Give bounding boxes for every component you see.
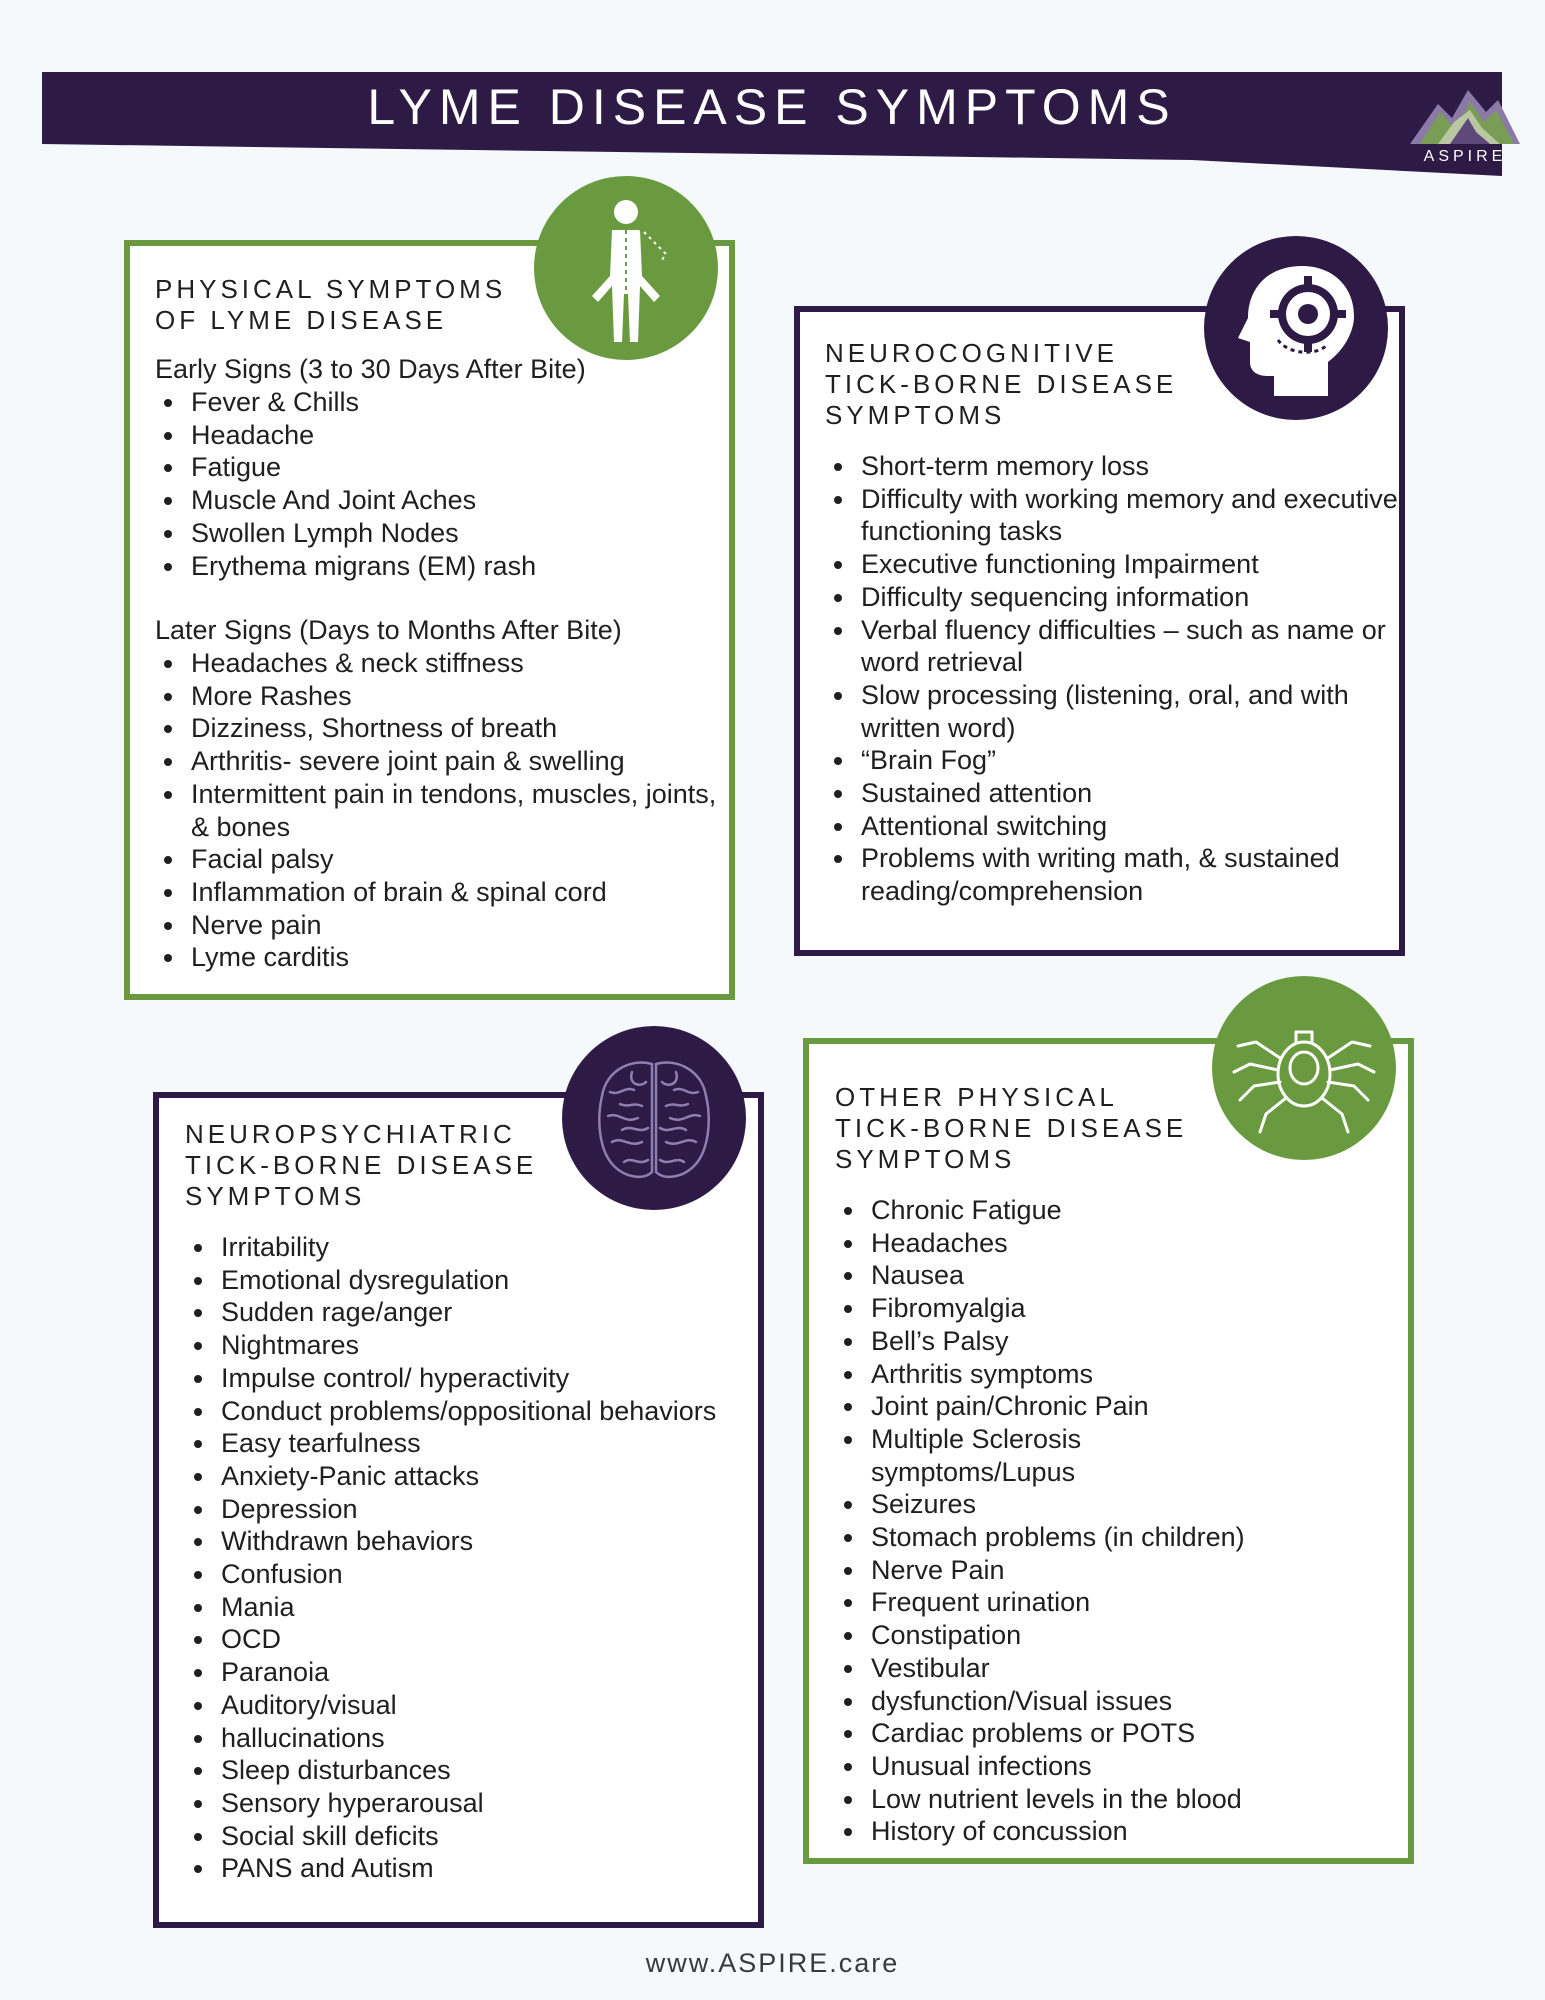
list-item: Stomach problems (in children) bbox=[871, 1521, 1411, 1554]
list-item: Fatigue bbox=[191, 451, 751, 484]
list-item: Vestibular bbox=[871, 1652, 1411, 1685]
footer-url[interactable]: www.ASPIRE.care bbox=[645, 1948, 900, 1978]
list-item: Nightmares bbox=[221, 1329, 761, 1362]
list-item: Nerve Pain bbox=[871, 1554, 1411, 1587]
list-item: Headache bbox=[191, 419, 751, 452]
logo-text: ASPIRE bbox=[1423, 148, 1507, 165]
list-item: Low nutrient levels in the blood bbox=[871, 1783, 1411, 1816]
list-item: Sustained attention bbox=[861, 777, 1401, 810]
neuropsychiatric-list bbox=[185, 1231, 761, 1885]
tick-icon bbox=[1212, 976, 1396, 1160]
list-item: Difficulty sequencing information bbox=[861, 581, 1401, 614]
list-item: Lyme carditis bbox=[191, 941, 731, 974]
list-item: Frequent urination bbox=[871, 1586, 1411, 1619]
list-item: Emotional dysregulation bbox=[221, 1264, 761, 1297]
list-item: Swollen Lymph Nodes bbox=[191, 517, 751, 550]
header-banner bbox=[42, 70, 1507, 176]
list-item: Cardiac problems or POTS bbox=[871, 1717, 1411, 1750]
list-item: Confusion bbox=[221, 1558, 761, 1591]
page-title: LYME DISEASE SYMPTOMS bbox=[367, 79, 1177, 135]
list-item: Nausea bbox=[871, 1259, 1411, 1292]
list-item: Arthritis- severe joint pain & swelling bbox=[191, 745, 731, 778]
list-item: Multiple Sclerosis symptoms/Lupus bbox=[871, 1423, 1171, 1488]
list-item: Muscle And Joint Aches bbox=[191, 484, 751, 517]
list-item: Bell’s Palsy bbox=[871, 1325, 1411, 1358]
head-gear-icon bbox=[1204, 236, 1388, 420]
list-item: Inflammation of brain & spinal cord bbox=[191, 876, 731, 909]
card-title: OTHER PHYSICAL TICK-BORNE DISEASE SYMPTOMS bbox=[835, 1082, 1188, 1174]
list-item: Fever & Chills bbox=[191, 386, 751, 419]
list-item: Headaches & neck stiffness bbox=[191, 647, 731, 680]
list-item: Nerve pain bbox=[191, 909, 731, 942]
list-item: Irritability bbox=[221, 1231, 761, 1264]
other-physical-card bbox=[803, 1038, 1414, 1864]
list-item: Paranoia bbox=[221, 1656, 761, 1689]
early-signs-heading: Early Signs (3 to 30 Days After Bite) bbox=[155, 354, 586, 384]
list-item: Fibromyalgia bbox=[871, 1292, 1411, 1325]
list-item: Chronic Fatigue bbox=[871, 1194, 1411, 1227]
list-item: dysfunction/Visual issues bbox=[871, 1685, 1411, 1718]
later-signs-heading: Later Signs (Days to Months After Bite) bbox=[155, 615, 622, 645]
list-item: Problems with writing math, & sustained reading/comprehension bbox=[861, 842, 1401, 907]
card-title: PHYSICAL SYMPTOMS OF LYME DISEASE bbox=[155, 274, 507, 335]
list-item: Erythema migrans (EM) rash bbox=[191, 550, 751, 583]
list-item: OCD bbox=[221, 1623, 761, 1656]
list-item: Difficulty with working memory and executive functioning tasks bbox=[861, 483, 1401, 548]
human-body-icon bbox=[534, 176, 718, 360]
list-item: Sudden rage/anger bbox=[221, 1296, 761, 1329]
list-item: Verbal fluency difficulties – such as name or word retrieval bbox=[861, 614, 1401, 679]
list-item: Mania bbox=[221, 1591, 761, 1624]
list-item: Sleep disturbances bbox=[221, 1754, 761, 1787]
list-item: Depression bbox=[221, 1493, 761, 1526]
list-item: Slow processing (listening, oral, and with written word) bbox=[861, 679, 1401, 744]
list-item: Joint pain/Chronic Pain bbox=[871, 1390, 1411, 1423]
list-item: Attentional switching bbox=[861, 810, 1401, 843]
list-item: Sensory hyperarousal bbox=[221, 1787, 761, 1820]
list-item: More Rashes bbox=[191, 680, 731, 713]
neurocognitive-list bbox=[825, 450, 1401, 908]
list-item: Arthritis symptoms bbox=[871, 1358, 1411, 1391]
brain-icon bbox=[562, 1026, 746, 1210]
list-item: Short-term memory loss bbox=[861, 450, 1401, 483]
list-item: Executive functioning Impairment bbox=[861, 548, 1401, 581]
list-item: Auditory/visual bbox=[221, 1689, 761, 1722]
list-item: Seizures bbox=[871, 1488, 1411, 1521]
list-item: Easy tearfulness bbox=[221, 1427, 761, 1460]
list-item: Conduct problems/oppositional behaviors bbox=[221, 1395, 761, 1428]
list-item: Constipation bbox=[871, 1619, 1411, 1652]
list-item: History of concussion bbox=[871, 1815, 1411, 1848]
list-item: Facial palsy bbox=[191, 843, 731, 876]
list-item: hallucinations bbox=[221, 1722, 761, 1755]
list-item: Headaches bbox=[871, 1227, 1411, 1260]
list-item: Intermittent pain in tendons, muscles, joints, & bones bbox=[191, 778, 731, 843]
list-item: Dizziness, Shortness of breath bbox=[191, 712, 731, 745]
list-item: PANS and Autism bbox=[221, 1852, 761, 1885]
list-item: Social skill deficits bbox=[221, 1820, 761, 1853]
other-physical-list bbox=[835, 1194, 1411, 1848]
list-item: “Brain Fog” bbox=[861, 744, 1401, 777]
card-title: NEUROPSYCHIATRIC TICK-BORNE DISEASE SYMPTOMS bbox=[185, 1119, 538, 1211]
list-item: Unusual infections bbox=[871, 1750, 1411, 1783]
later-signs-list bbox=[155, 647, 731, 974]
list-item: Impulse control/ hyperactivity bbox=[221, 1362, 761, 1395]
card-title: NEUROCOGNITIVE TICK-BORNE DISEASE SYMPTOMS bbox=[825, 338, 1178, 430]
neuropsychiatric-card bbox=[153, 1092, 764, 1928]
mountain-logo-icon bbox=[1410, 82, 1520, 148]
list-item: Withdrawn behaviors bbox=[221, 1525, 761, 1558]
list-item: Anxiety-Panic attacks bbox=[221, 1460, 761, 1493]
early-signs-list bbox=[155, 386, 751, 582]
aspire-logo bbox=[1410, 82, 1520, 174]
